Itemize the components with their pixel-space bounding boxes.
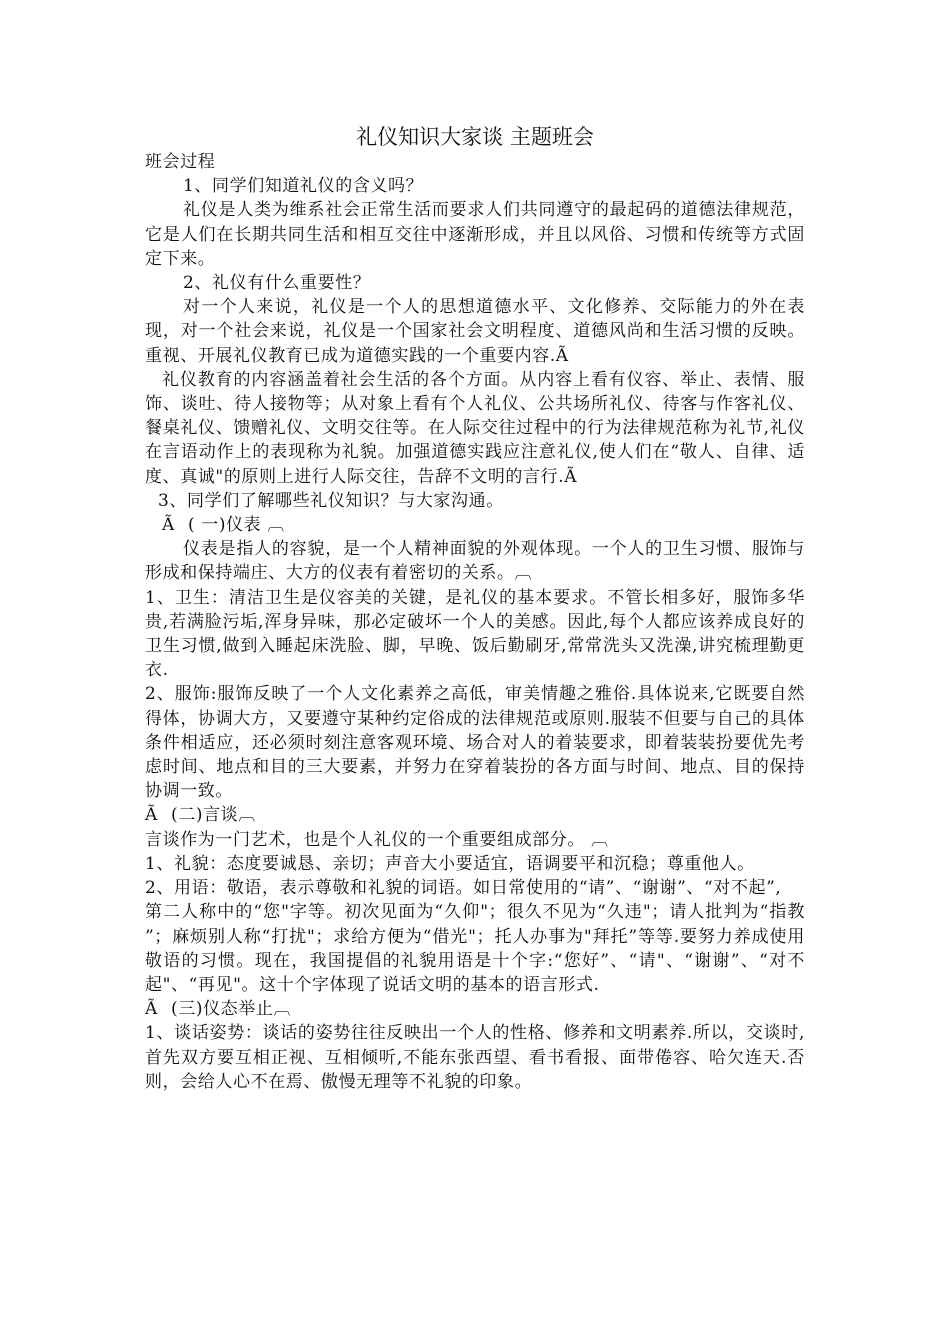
question-1: 1、同学们知道礼仪的含义吗？ <box>183 176 424 197</box>
paragraph-appearance-intro: 仪表是指人的容貌，是一个人精神面貌的外观体现。一个人的卫生习惯、服饰与形成和保持端庄、大方的仪表有着密切的关系。︹ <box>145 539 805 584</box>
paragraph-terms-continued: 第二人称中的“您"字等。初次见面为“久仰"；很久不见为“久违"；请人批判为“指教 ”；麻烦别人称“打扰"；求给方便为“借光"；托人办事为"拜托”等等.要努力养成使用敬语的习惯。现在，我国提倡的礼貌用语是十个字:“您好”、“请"、“谢谢”、“对不起"、“再见"。这十个字体现了说话文明的基本的语言形式. <box>145 902 805 995</box>
paragraph-clothing: 2、服饰:服饰反映了一个人文化素养之高低，审美情趣之雅俗.具体说来,它既要自然得体，协调大方，又要遵守某种约定俗成的法律规范或原则.服装不但要与自己的具体条件相适应，还必须时刻注意客观环境、场合对人的着装要求，即着装装扮要优先考虑时间、地点和目的三大要素，并努力在穿着装扮的各方面与时间、地点、目的保持协调一致。 <box>145 684 805 802</box>
bullet-mark: Ã <box>145 805 158 826</box>
document-title: 礼仪知识大家谈 主题班会 <box>356 125 594 149</box>
subsection-title: ( 一)仪表 <box>188 515 262 536</box>
stray-glyph: ︹ <box>273 999 292 1020</box>
question-2: 2、礼仪有什么重要性？ <box>183 273 371 294</box>
paragraph-importance: 对一个人来说，礼仪是一个人的思想道德水平、文化修养、交际能力的外在表现，对一个社会来说，礼仪是一个国家社会文明程度、道德风尚和生活习惯的反映。重视、开展礼仪教育已成为道德实践的一个重要内容.Ã <box>145 297 805 366</box>
subsection-title: (二)言谈 <box>171 805 239 826</box>
question-3: 3、同学们了解哪些礼仪知识？与大家沟通。 <box>158 490 504 511</box>
bullet-mark: Ã <box>162 515 175 536</box>
stray-glyph: ︹ <box>267 515 285 536</box>
document-body <box>145 150 805 1094</box>
paragraph-speech-intro: 言谈作为一门艺术，也是个人礼仪的一个重要组成部分。 ︹ <box>145 829 609 850</box>
section-heading: 班会过程 <box>145 152 216 172</box>
subsection-heading-speech <box>145 803 805 827</box>
subsection-heading-appearance <box>145 513 805 537</box>
paragraph-courtesy: 1、礼貌：态度要诚恳、亲切；声音大小要适宜，语调要平和沉稳；尊重他人。 <box>145 853 755 874</box>
subsection-title: (三)仪态举止 <box>171 999 274 1020</box>
paragraph-hygiene: 1、卫生：清洁卫生是仪容美的关键，是礼仪的基本要求。不管长相多好，服饰多华贵,若满脸污垢,浑身异味，那必定破坏一个人的美感。因此,每个人都应该养成良好的卫生习惯,做到入睡起床洗脸、脚，早晚、饭后勤刷牙,常常洗头又洗澡,讲究梳理勤更衣. <box>145 587 806 681</box>
paragraph-definition: 礼仪是人类为维系社会正常生活而要求人们共同遵守的最起码的道德法律规范，它是人们在长期共同生活和相互交往中逐渐形成，并且以风俗、习惯和传统等方式固定下来。 <box>145 200 805 269</box>
paragraph-posture: 1、谈话姿势：谈话的姿势往往反映出一个人的性格、修养和文明素养.所以，交谈时,首先双方要互相正视、互相倾听,不能东张西望、看书看报、面带倦容、哈欠连天.否则，会给人心不在焉、傲慢无理等不礼貌的印象。 <box>145 1023 805 1092</box>
stray-glyph: ︹ <box>238 805 256 826</box>
stray-glyph: ︹ <box>591 829 609 850</box>
paragraph-terms: 2、用语：敬语，表示尊敬和礼貌的词语。如日常使用的“请”、“谢谢”、“对不起”, <box>145 878 782 899</box>
bullet-mark: Ã <box>145 999 158 1020</box>
subsection-heading-manner <box>145 997 805 1021</box>
paragraph-content: 礼仪教育的内容涵盖着社会生活的各个方面。从内容上看有仪容、举止、表情、服饰、谈吐、待人接物等；从对象上看有个人礼仪、公共场所礼仪、待客与作客礼仪、餐桌礼仪、馈赠礼仪、文明交往等。在人际交往过程中的行为法律规范称为礼节,礼仪在言语动作上的表现称为礼貌。加强道德实践应注意礼仪,使人们在“敬人、自律、适度、真诚"的原则上进行人际交往，告辞不文明的言行.Ã <box>145 369 805 487</box>
stray-glyph: ︹ <box>514 563 533 584</box>
